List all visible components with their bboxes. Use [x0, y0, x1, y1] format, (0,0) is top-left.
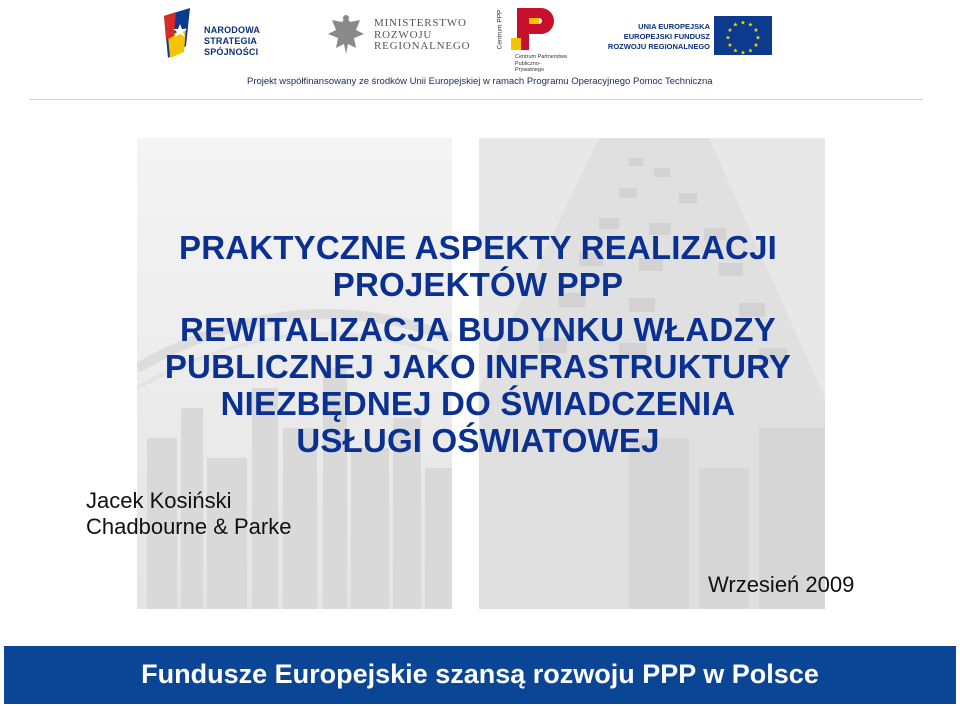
nss-logo-line: STRATEGIA SPÓJNOŚCI — [204, 36, 259, 57]
logo-header — [0, 0, 960, 100]
header-divider — [30, 99, 923, 100]
author-firm: Chadbourne & Parke — [86, 514, 292, 539]
presentation-subtitle — [90, 311, 866, 459]
subtitle-line: USŁUGI OŚWIATOWEJ — [296, 422, 660, 459]
ppp-letter-icon — [509, 4, 563, 54]
author-block — [86, 488, 291, 540]
ministry-logo — [326, 4, 476, 66]
svg-text:★: ★ — [740, 19, 746, 27]
svg-text:★: ★ — [755, 34, 761, 42]
presentation-date: Wrzesień 2009 — [708, 572, 855, 597]
footer-banner — [4, 646, 956, 704]
eu-logo — [607, 4, 777, 66]
ppp-logo-subtitle-line: Publiczno-Prywatnego — [515, 60, 545, 73]
nss-logo — [160, 4, 310, 66]
ppp-logo-subtitle-line: Centrum Partnerstwa — [515, 54, 567, 60]
nss-emblem-icon — [160, 6, 196, 62]
eagle-emblem-icon — [326, 12, 366, 58]
svg-text:★: ★ — [732, 47, 739, 55]
eu-flag-icon — [714, 16, 772, 55]
ppp-logo-vertical-text: Centrum PPP — [496, 9, 504, 50]
svg-text:★: ★ — [753, 42, 759, 49]
svg-text:★: ★ — [753, 27, 759, 34]
footer-slogan: Fundusze Europejskie szansą rozwoju PPP w Polsce — [141, 659, 819, 689]
ministry-logo-line: MINISTERSTWO — [374, 17, 467, 29]
ministry-logo-line: REGIONALNEGO — [374, 40, 471, 52]
author-name: Jacek Kosiński — [86, 488, 232, 513]
subtitle-line: REWITALIZACJA BUDYNKU WŁADZY — [180, 311, 776, 348]
subtitle-line: NIEZBĘDNEJ DO ŚWIADCZENIA — [220, 385, 736, 422]
ministry-logo-line: ROZWOJU — [374, 28, 433, 41]
svg-text:★: ★ — [747, 21, 754, 29]
svg-text:★: ★ — [727, 27, 733, 34]
funding-note: Projekt współfinansowany ze środków Unii Europejskiej w ramach Programu Operacyjnego Pomoc Techniczna — [247, 76, 713, 87]
nss-logo-line: NARODOWA — [204, 25, 261, 35]
eu-logo-line: UNIA EUROPEJSKA — [638, 22, 710, 31]
svg-text:★: ★ — [732, 21, 739, 29]
eu-logo-line: ROZWOJU REGIONALNEGO — [607, 42, 710, 51]
title-line: PROJEKTÓW PPP — [332, 266, 624, 303]
svg-text:★: ★ — [740, 49, 746, 55]
svg-text:★: ★ — [725, 34, 731, 42]
title-line: PRAKTYCZNE ASPEKTY REALIZACJI — [178, 229, 778, 266]
svg-text:★: ★ — [727, 42, 733, 49]
svg-text:★: ★ — [747, 47, 754, 55]
eu-logo-line: EUROPEJSKI FUNDUSZ — [623, 32, 710, 41]
centrum-ppp-logo — [496, 4, 569, 73]
subtitle-line: PUBLICZNEJ JAKO INFRASTRUKTURY — [164, 348, 792, 385]
presentation-title — [90, 229, 866, 303]
